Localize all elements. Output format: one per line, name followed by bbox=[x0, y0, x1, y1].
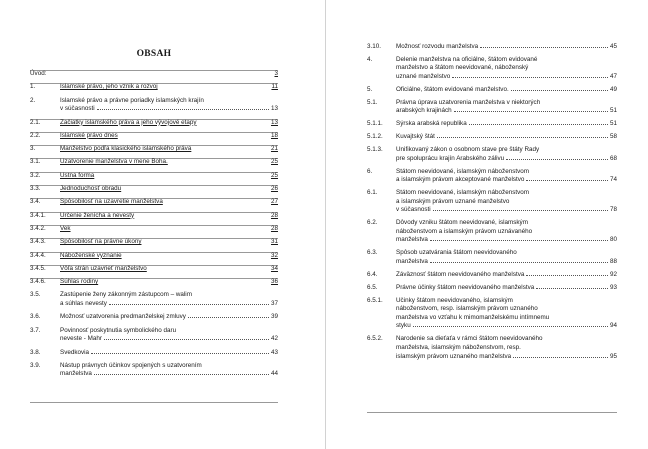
toc-page-number: 42 bbox=[270, 335, 278, 343]
toc-entry-number: 6.1. bbox=[367, 189, 378, 197]
toc-entry-line bbox=[60, 119, 278, 128]
toc-entry-line bbox=[396, 198, 617, 207]
toc-entry-line bbox=[60, 158, 278, 167]
toc-entry-title: uznané manželstvo bbox=[396, 73, 451, 81]
toc-entry-title: Spôsobilosť na právne úkony bbox=[60, 238, 142, 246]
toc-page-number: 51 bbox=[609, 120, 617, 128]
toc-entry-title: Vek bbox=[60, 224, 71, 232]
toc-entry-number: 3.5. bbox=[30, 291, 41, 299]
toc-entry-number: 6.2. bbox=[367, 219, 378, 227]
toc-entry-number: 3. bbox=[30, 145, 36, 153]
toc-entry-body bbox=[396, 133, 617, 142]
toc-page-number: 13 bbox=[270, 105, 278, 113]
toc-entry[interactable] bbox=[30, 198, 278, 206]
toc-entry-title: Možnosť uzatvorenia predmanželskej zmluvy bbox=[60, 313, 186, 321]
toc-entry-title: Zastúpenie ženy zákonným zástupcom – walim bbox=[60, 291, 192, 299]
toc-entry-body bbox=[60, 132, 278, 141]
toc-entry[interactable] bbox=[30, 131, 278, 139]
toc-entry[interactable] bbox=[30, 251, 278, 259]
toc-entry-title: v súčasnosti bbox=[60, 105, 95, 113]
toc-page-number: 80 bbox=[609, 236, 617, 244]
toc-entry-title: Jednoduchosť obradu bbox=[60, 185, 122, 192]
toc-dot-leader bbox=[94, 374, 269, 375]
toc-entry-line bbox=[396, 56, 617, 65]
toc-page-number: 34 bbox=[270, 264, 278, 272]
toc-entry-title: manželstva vo vzťahu k mimomanželskému intímnemu bbox=[396, 313, 550, 321]
toc-entry-body bbox=[60, 362, 278, 379]
toc-entry-number: 5.1.1. bbox=[367, 120, 383, 128]
toc-entry-number: 5. bbox=[367, 86, 373, 93]
toc-entry-body bbox=[396, 189, 617, 215]
toc-entry-number: 3.2. bbox=[30, 171, 41, 179]
toc-bottom-rule bbox=[367, 412, 617, 413]
toc-entry-line bbox=[396, 176, 617, 185]
toc-page-number: 68 bbox=[609, 154, 617, 162]
toc-entry-number: 2.2. bbox=[30, 131, 41, 139]
toc-entry-line bbox=[396, 146, 617, 155]
toc-entry-title: a islamským právom akceptované manželstvo bbox=[396, 176, 525, 184]
toc-entry-title: Kuvajtský štát bbox=[396, 133, 435, 141]
toc-entry-body bbox=[396, 297, 617, 331]
toc-page-number: 95 bbox=[609, 352, 617, 360]
toc-entry-body bbox=[60, 278, 278, 287]
toc-entry-number: 5.1.3. bbox=[367, 146, 383, 154]
toc-entry-body bbox=[60, 172, 278, 181]
toc-entry-number: 3.7. bbox=[30, 326, 41, 334]
toc-dot-leader bbox=[91, 353, 269, 354]
toc-entry-line bbox=[396, 249, 617, 258]
toc-entry-title: Štátom neevidované, islamským náboženstvom bbox=[396, 189, 529, 197]
toc-entry-title: Vôľa strán uzavrieť manželstvo bbox=[60, 264, 147, 272]
toc-entry-line bbox=[396, 206, 617, 215]
toc-dot-leader bbox=[452, 77, 608, 78]
toc-entry-body bbox=[60, 119, 278, 128]
toc-entry-number: 2.1. bbox=[30, 118, 41, 126]
toc-entry-body bbox=[396, 249, 617, 266]
toc-entry-line bbox=[396, 322, 617, 331]
toc-entry-line bbox=[396, 133, 617, 142]
toc-entry-body bbox=[60, 212, 278, 221]
toc-entry-line bbox=[60, 238, 278, 247]
toc-entry-body bbox=[396, 146, 617, 163]
toc-dot-leader bbox=[506, 159, 608, 160]
toc-entry-title: Možnosť rozvodu manželstva bbox=[396, 43, 479, 50]
toc-entry-title: náboženstvom, resp. islamským právom uznaného bbox=[396, 305, 538, 313]
toc-entry-body bbox=[396, 219, 617, 245]
toc-dot-leader bbox=[188, 317, 269, 318]
toc-page-number: 28 bbox=[270, 211, 278, 219]
toc-entry-body bbox=[60, 145, 278, 154]
toc-entry-title: Účinky štátom neevidovaného, islamským bbox=[396, 296, 513, 304]
toc-entry-line bbox=[396, 155, 617, 164]
toc-entry-body bbox=[60, 83, 278, 92]
toc-entry-line bbox=[396, 228, 617, 237]
toc-page-number: 51 bbox=[609, 107, 617, 115]
toc-dot-leader bbox=[454, 111, 608, 112]
toc-entry-line bbox=[60, 335, 278, 344]
toc-entry-line bbox=[60, 327, 278, 336]
toc-entry-body bbox=[396, 284, 617, 293]
toc-entry-number: 3.4.5. bbox=[30, 264, 46, 272]
toc-entry-line bbox=[60, 300, 278, 309]
toc-entry[interactable] bbox=[30, 171, 278, 179]
toc-dot-leader bbox=[536, 288, 608, 289]
toc-entry-line bbox=[60, 132, 278, 141]
toc-entry-title: v súčasnosti bbox=[396, 206, 431, 214]
toc-entry-line bbox=[60, 265, 278, 274]
toc-entry-number: 6. bbox=[367, 167, 373, 175]
toc-page-number: 31 bbox=[270, 238, 278, 246]
toc-page-number: 26 bbox=[270, 185, 278, 192]
toc-entry-title: Svedkovia bbox=[60, 348, 90, 356]
toc-entry-line bbox=[60, 278, 278, 287]
toc-entry-body bbox=[396, 99, 617, 116]
toc-entry-title: Delenie manželstva na oficiálne, štátom evidované bbox=[396, 55, 538, 63]
toc-entry[interactable] bbox=[30, 83, 278, 91]
toc-entry-body bbox=[60, 97, 278, 114]
toc-entry-title: Náboženské vyznanie bbox=[60, 251, 122, 259]
toc-entry-title: Právna úprava uzatvorenia manželstva v niektorých bbox=[396, 98, 541, 106]
toc-page-number: 36 bbox=[270, 278, 278, 286]
toc-entry[interactable] bbox=[30, 278, 278, 286]
toc-dot-leader bbox=[430, 240, 608, 241]
toc-entry-number: Úvod: bbox=[30, 70, 47, 77]
toc-entry-body bbox=[396, 168, 617, 185]
toc-page-number: 47 bbox=[609, 73, 617, 81]
toc-entry-line bbox=[60, 97, 278, 106]
toc-entry-title: Islamské právo, jeho vznik a rozvoj bbox=[60, 83, 158, 91]
toc-page-number: 49 bbox=[609, 86, 617, 93]
toc-entry-number: 6.3. bbox=[367, 249, 378, 257]
toc-page-number: 21 bbox=[270, 145, 278, 153]
toc-entry-line bbox=[396, 189, 617, 198]
toc-page-number: 32 bbox=[270, 251, 278, 259]
toc-entry-line bbox=[60, 370, 278, 379]
left-page bbox=[30, 0, 278, 449]
toc-entry-title: manželstva bbox=[396, 236, 428, 244]
toc-dot-leader bbox=[437, 137, 608, 138]
toc-entry-title: Islamské právo dnes bbox=[60, 131, 118, 139]
toc-entry-line bbox=[60, 362, 278, 371]
toc-entry-title: a islamským právom uznané manželstvo bbox=[396, 197, 510, 205]
toc-entry-body bbox=[60, 70, 278, 79]
toc-entry-title: islamským právom uznaného manželstva bbox=[396, 352, 512, 360]
toc-page-number: 39 bbox=[270, 313, 278, 321]
toc-entry-line bbox=[60, 313, 278, 322]
toc-entry-title: manželstva bbox=[396, 257, 428, 265]
toc-entry[interactable] bbox=[30, 224, 278, 232]
toc-dot-leader bbox=[526, 275, 608, 276]
toc-entry-body bbox=[396, 120, 617, 129]
toc-entry-title: náboženstvom a islamským právom uznávaného bbox=[396, 227, 533, 235]
toc-dot-leader bbox=[480, 47, 608, 48]
toc-entry-body bbox=[396, 43, 617, 52]
toc-page-number: 28 bbox=[270, 224, 278, 232]
toc-dot-leader bbox=[511, 90, 608, 91]
toc-entry-line bbox=[60, 145, 278, 154]
toc-page-number: 58 bbox=[609, 133, 617, 141]
toc-entry-line bbox=[396, 236, 617, 245]
toc-page-number: 27 bbox=[270, 198, 278, 206]
toc-page-number: 45 bbox=[609, 43, 617, 50]
toc-entry-body bbox=[60, 327, 278, 344]
toc-entry-title: Spôsobilosť na uzavretie manželstva bbox=[60, 198, 163, 206]
toc-entry[interactable] bbox=[30, 70, 278, 77]
toc-entry-number: 3.4. bbox=[30, 198, 41, 206]
toc-entry-line bbox=[396, 168, 617, 177]
toc-page-number: 88 bbox=[609, 257, 617, 265]
toc-entry-line bbox=[60, 70, 278, 79]
toc-entry-line bbox=[396, 314, 617, 323]
toc-page-number: 37 bbox=[270, 299, 278, 307]
toc-entry-title: manželstva, islamským náboženstvom, resp. bbox=[396, 343, 521, 351]
toc-entry-number: 6.5.1. bbox=[367, 296, 383, 304]
toc-entry-title: Súhlas rodiny bbox=[60, 278, 99, 286]
toc-entry-title: a súhlas nevesty bbox=[60, 299, 107, 307]
toc-entry-line bbox=[396, 305, 617, 314]
toc-entry-line bbox=[396, 284, 617, 293]
toc-entry-title: Dôvody vzniku štátom neevidované, islamským bbox=[396, 219, 528, 227]
toc-entry-line bbox=[60, 252, 278, 261]
page-title: OBSAH bbox=[136, 49, 172, 59]
toc-entry-line bbox=[396, 219, 617, 228]
toc-entry-title: Uzatvorenie manželstva v mene Boha. bbox=[60, 158, 168, 166]
toc-entry-line bbox=[396, 64, 617, 73]
toc-entry-body bbox=[60, 291, 278, 308]
toc-entry-title: Ústna forma bbox=[60, 171, 95, 179]
toc-entry-title: Manželstvo podľa klasického islamského práva bbox=[60, 145, 192, 153]
toc-page-number: 18 bbox=[270, 131, 278, 139]
toc-page-number: 43 bbox=[270, 348, 278, 356]
toc-entry-title: neveste - Mahr bbox=[60, 335, 102, 343]
toc-entry-line bbox=[396, 258, 617, 267]
toc-entry-number: 6.5.2. bbox=[367, 335, 383, 343]
toc-entry-number: 3.3. bbox=[30, 185, 41, 192]
toc-entry-number: 3.10. bbox=[367, 43, 382, 50]
toc-entry[interactable] bbox=[30, 264, 278, 272]
toc-entry-number: 1. bbox=[30, 83, 36, 91]
toc-entry-title: Narodenie sa dieťaťa v rámci štátom neevidovaného bbox=[396, 335, 543, 343]
toc-entry-line bbox=[396, 335, 617, 344]
toc-dot-leader bbox=[97, 109, 269, 110]
toc-entry-line bbox=[396, 271, 617, 280]
toc-entry-number: 3.4.2. bbox=[30, 224, 46, 232]
toc-entry-number: 3.4.6. bbox=[30, 278, 46, 286]
toc-page-number: 3 bbox=[274, 70, 278, 77]
toc-entry-title: Sýrska arabská republika bbox=[396, 120, 467, 128]
toc-entry[interactable] bbox=[30, 158, 278, 166]
toc-entry[interactable] bbox=[30, 185, 278, 192]
toc-entry-line bbox=[396, 120, 617, 129]
toc-entry-line bbox=[60, 105, 278, 114]
toc-entry[interactable] bbox=[30, 118, 278, 126]
toc-entry-body bbox=[396, 56, 617, 82]
toc-page-number: 93 bbox=[609, 283, 617, 291]
toc-entry-title: Nástup právnych účinkov spojených s uzatvorením bbox=[60, 361, 202, 369]
toc-page-number: 25 bbox=[270, 158, 278, 166]
toc-entry-title: manželstvo a štátom neevidované, náboženský bbox=[396, 64, 529, 72]
toc-entry-title: Islamské právo a právne poriadky islamských krajín bbox=[60, 96, 204, 104]
toc-entry-title: arabských krajinách bbox=[396, 107, 452, 115]
toc-entry-title: pre spoluprácu krajín Arabského zálivu bbox=[396, 154, 505, 162]
toc-dot-leader bbox=[526, 180, 608, 181]
toc-page-number: 92 bbox=[609, 270, 617, 278]
toc-entry-line bbox=[60, 185, 278, 194]
toc-entry-title: Právne účinky štátom neevidovaného manželstva bbox=[396, 283, 535, 291]
toc-page-number: 78 bbox=[609, 206, 617, 214]
toc-dot-leader bbox=[413, 326, 608, 327]
toc-entry-line bbox=[396, 99, 617, 108]
toc-entry-line bbox=[60, 172, 278, 181]
toc-entry-body bbox=[396, 86, 617, 95]
toc-page-number: 74 bbox=[609, 176, 617, 184]
toc-entry-title: Určenie ženícha a nevesty bbox=[60, 211, 135, 219]
toc-entry-line bbox=[396, 107, 617, 116]
toc-entry-number: 3.9. bbox=[30, 361, 41, 369]
toc-entry-line bbox=[396, 353, 617, 362]
toc-entry-body bbox=[396, 271, 617, 280]
toc-entry-body bbox=[60, 265, 278, 274]
toc-entry-title: Spôsob uzatvárania štátom neevidovaného bbox=[396, 249, 517, 257]
toc-entry-body bbox=[60, 313, 278, 322]
toc-entry-number: 2. bbox=[30, 96, 36, 104]
toc-entry-line bbox=[60, 349, 278, 358]
toc-entry-title: styku bbox=[396, 322, 411, 330]
toc-entry-title: manželstva bbox=[60, 370, 92, 378]
toc-entry-line bbox=[60, 212, 278, 221]
toc-entry-line bbox=[60, 198, 278, 207]
toc-dot-leader bbox=[513, 357, 608, 358]
toc-entry-body bbox=[60, 198, 278, 207]
toc-entry-body bbox=[60, 252, 278, 261]
toc-entry[interactable] bbox=[30, 145, 278, 153]
toc-entry-body bbox=[60, 349, 278, 358]
toc-entry-number: 3.6. bbox=[30, 313, 41, 321]
toc-entry[interactable] bbox=[30, 238, 278, 246]
toc-entry-line bbox=[60, 83, 278, 92]
toc-entry-number: 5.1. bbox=[367, 98, 378, 106]
toc-entry-body bbox=[60, 158, 278, 167]
toc-entry-number: 3.8. bbox=[30, 348, 41, 356]
toc-entry-line bbox=[60, 291, 278, 300]
toc-entry-line bbox=[60, 225, 278, 234]
toc-entry-title: Záväznosť štátom neevidovaného manželstva bbox=[396, 270, 525, 278]
toc-page-number: 25 bbox=[270, 171, 278, 179]
toc-entry-line bbox=[396, 43, 617, 52]
toc-entry-number: 6.4. bbox=[367, 270, 378, 278]
toc-entry-number: 5.1.2. bbox=[367, 133, 383, 141]
toc-entry-line bbox=[396, 73, 617, 82]
toc-entry-body bbox=[396, 335, 617, 361]
page-divider bbox=[325, 0, 326, 449]
toc-entry-title: Unifikovaný zákon o osobnom stave pre štáty Rady bbox=[396, 146, 540, 154]
toc-dot-leader bbox=[469, 124, 608, 125]
toc-entry-body bbox=[60, 185, 278, 194]
toc-entry-number: 3.1. bbox=[30, 158, 41, 166]
toc-dot-leader bbox=[109, 304, 269, 305]
toc-entry-line bbox=[396, 344, 617, 353]
right-page bbox=[367, 0, 617, 449]
toc-entry-body bbox=[60, 225, 278, 234]
toc-entry-title: Povinnosť poskytnutia symbolického daru bbox=[60, 326, 177, 334]
toc-entry-number: 3.4.3. bbox=[30, 238, 46, 246]
toc-dot-leader bbox=[430, 262, 608, 263]
toc-entry-title: Začiatky islamského práva a jeho vývojové etapy bbox=[60, 118, 197, 126]
toc-entry-number: 6.5. bbox=[367, 283, 378, 291]
toc-entry-title: Oficiálne, štátom evidované manželstvo. bbox=[396, 86, 509, 93]
toc-entry-number: 3.4.1. bbox=[30, 211, 46, 219]
toc-page-number: 44 bbox=[270, 370, 278, 378]
toc-dot-leader bbox=[433, 210, 608, 211]
toc-page-number: 13 bbox=[270, 118, 278, 126]
toc-entry-line bbox=[396, 86, 617, 95]
toc-dot-leader bbox=[104, 339, 269, 340]
toc-page-number: 94 bbox=[609, 322, 617, 330]
toc-entry-body bbox=[60, 238, 278, 247]
toc-entry-number: 3.4.4. bbox=[30, 251, 46, 259]
toc-entry[interactable] bbox=[30, 211, 278, 219]
toc-entry-line bbox=[396, 297, 617, 306]
toc-page-number: 11 bbox=[271, 83, 278, 91]
toc-bottom-rule bbox=[30, 402, 278, 403]
toc-entry-number: 4. bbox=[367, 55, 373, 63]
toc-entry-title: Štátom neevidované, islamským náboženstvom bbox=[396, 167, 529, 175]
